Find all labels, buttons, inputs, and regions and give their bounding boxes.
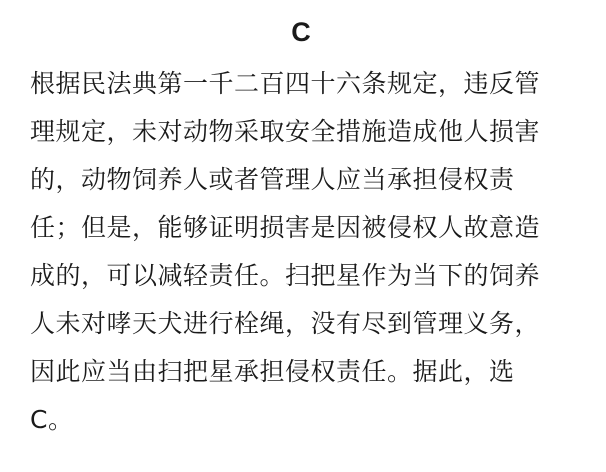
explanation-line: 人未对哮天犬进行栓绳，没有尽到管理义务， — [30, 309, 541, 338]
explanation-paragraph — [30, 60, 572, 444]
explanation-line: C。 — [30, 405, 74, 434]
explanation-line: 因此应当由扫把星承担侵权责任。据此，选 — [30, 357, 515, 386]
explanation-line: 任；但是，能够证明损害是因被侵权人故意造 — [30, 213, 541, 242]
explanation-line: 理规定，未对动物采取安全措施造成他人损害 — [30, 117, 541, 146]
explanation-line: 成的，可以减轻责任。扫把星作为当下的饲养 — [30, 261, 541, 290]
explanation-line: 根据民法典第一千二百四十六条规定，违反管 — [30, 69, 541, 98]
answer-heading: C — [291, 17, 311, 47]
explanation-line: 的，动物饲养人或者管理人应当承担侵权责 — [30, 165, 515, 194]
